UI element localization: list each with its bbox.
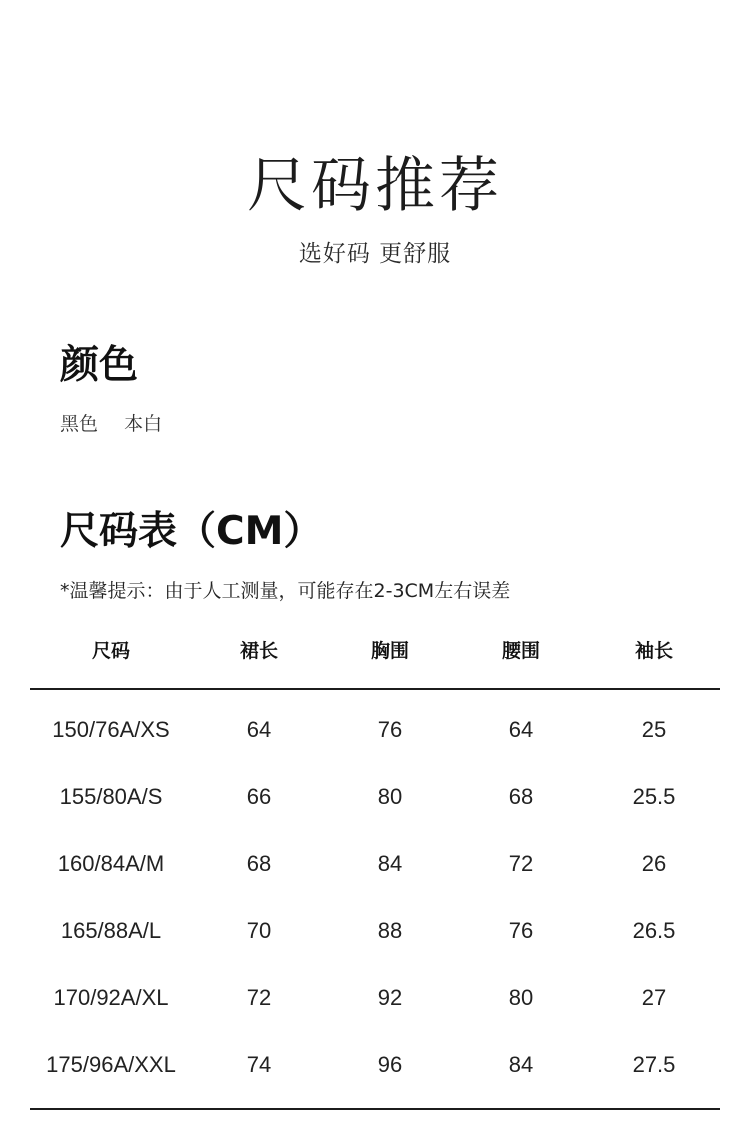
size-table: [30, 624, 720, 1110]
column-header-size: 尺码: [91, 639, 130, 662]
column-header-waist: 腰围: [501, 639, 540, 662]
table-row: [30, 897, 720, 964]
sleeve-length-cell: 26.5: [632, 917, 676, 943]
color-option-natural-white: 本白: [124, 413, 163, 435]
color-options: [60, 410, 162, 438]
dress-length-cell: 74: [246, 1051, 272, 1077]
column-header-sleeve-length: 袖长: [634, 639, 673, 662]
size-cell: 175/96A/XXL: [46, 1051, 176, 1077]
waist-cell: 64: [508, 716, 534, 742]
waist-cell: 72: [508, 850, 534, 876]
table-bottom-divider: [30, 1108, 720, 1110]
bust-cell: 88: [377, 917, 403, 943]
dress-length-cell: 64: [246, 716, 272, 742]
bust-cell: 96: [377, 1051, 403, 1077]
dress-length-cell: 66: [246, 783, 272, 809]
bust-cell: 80: [377, 783, 403, 809]
table-row: [30, 1031, 720, 1098]
table-row: [30, 964, 720, 1031]
dress-length-cell: 72: [246, 984, 272, 1010]
color-option-black: 黑色: [60, 413, 99, 435]
bust-cell: 76: [377, 716, 403, 742]
sleeve-length-cell: 27.5: [632, 1051, 676, 1077]
waist-cell: 80: [508, 984, 534, 1010]
column-header-bust: 胸围: [370, 639, 409, 662]
bust-cell: 84: [377, 850, 403, 876]
table-body: [30, 690, 720, 1098]
sleeve-length-cell: 25: [641, 716, 667, 742]
color-heading: 颜色: [60, 343, 139, 388]
table-row: [30, 763, 720, 830]
size-cell: 165/88A/L: [60, 917, 162, 943]
dress-length-cell: 68: [246, 850, 272, 876]
sleeve-length-cell: 25.5: [632, 783, 676, 809]
bust-cell: 92: [377, 984, 403, 1010]
page-subtitle: 选好码 更舒服: [298, 241, 452, 267]
column-header-dress-length: 裙长: [239, 639, 278, 662]
size-cell: 170/92A/XL: [53, 984, 169, 1010]
waist-cell: 68: [508, 783, 534, 809]
page-title: 尺码推荐: [247, 151, 503, 221]
sleeve-length-cell: 26: [641, 850, 667, 876]
table-row: [30, 830, 720, 897]
table-row: [30, 696, 720, 763]
sleeve-length-cell: 27: [641, 984, 667, 1010]
waist-cell: 84: [508, 1051, 534, 1077]
size-cell: 155/80A/S: [59, 783, 163, 809]
size-chart-heading: 尺码表（CM）: [60, 509, 323, 554]
table-header-row: [30, 624, 720, 674]
measurement-note: *温馨提示：由于人工测量，可能存在2-3CM左右误差: [60, 580, 511, 602]
waist-cell: 76: [508, 917, 534, 943]
size-cell: 150/76A/XS: [52, 716, 170, 742]
dress-length-cell: 70: [246, 917, 272, 943]
size-cell: 160/84A/M: [57, 850, 165, 876]
